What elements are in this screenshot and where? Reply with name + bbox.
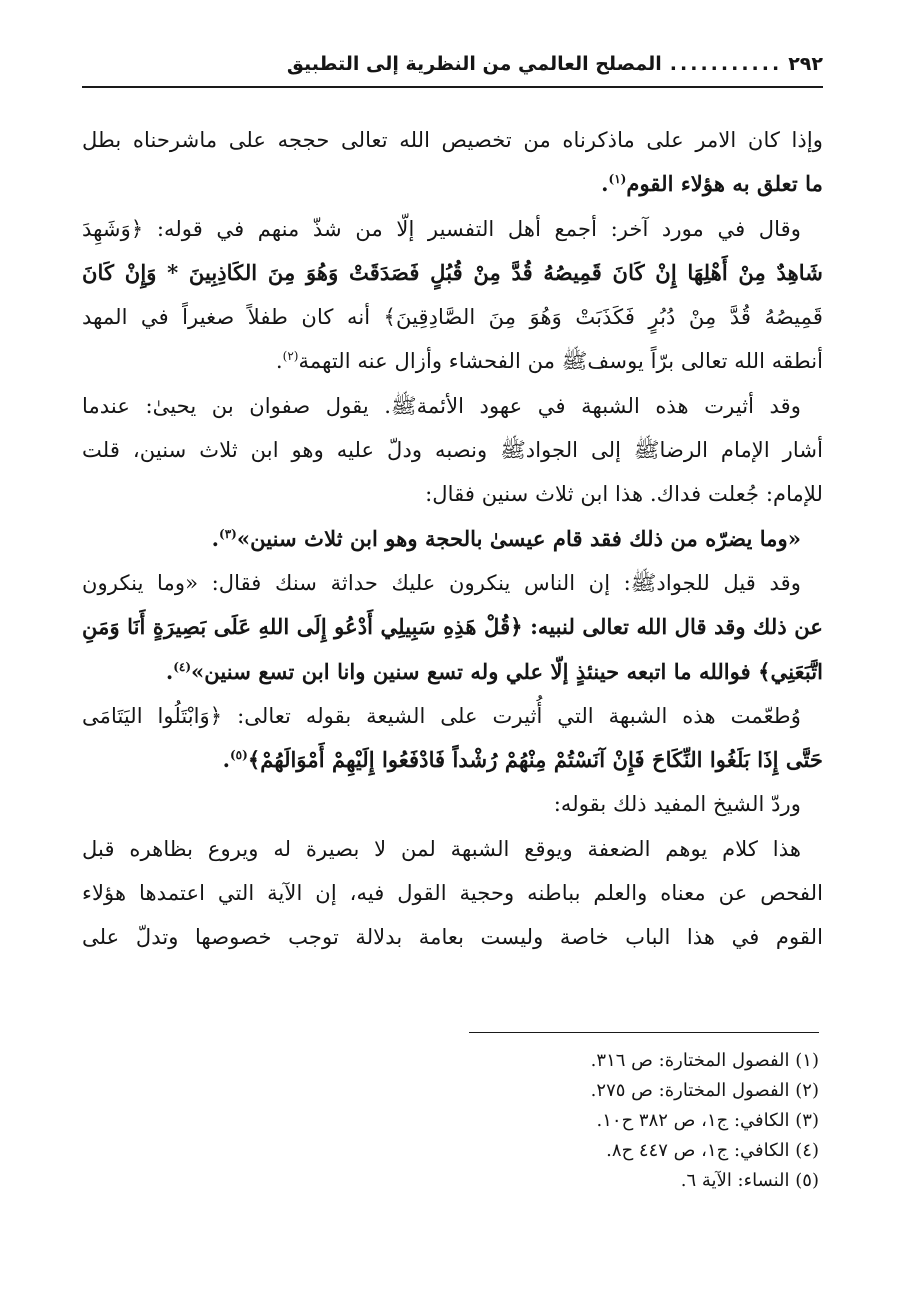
footnote: (٣) الكافي: ج١، ص ٣٨٢ ح١٠. <box>596 1110 819 1131</box>
text-line: الفحص عن معناه والعلم بباطنه وحجية القول فيه، إن الآية التي اعتمدها هؤلاء <box>82 880 823 906</box>
hadith-line: اتَّبَعَنِي﴾ فوالله ما اتبعه حينئذٍ إلّا علي وله تسع سنين وانا ابن تسع سنين»$^{(٤)}$. <box>165 658 823 684</box>
text-line: وردّ الشيخ المفيد ذلك بقوله: <box>553 791 801 817</box>
footnote-ref: (٢) <box>282 349 299 364</box>
text-line: القوم في هذا الباب خاصة وليست بعامة بدلالة توجب خصوصها وتدلّ على <box>82 924 823 950</box>
footnote-separator <box>469 1032 819 1033</box>
hadith-line: «وما يضرّه من ذلك فقد قام عيسىٰ بالحجة وهو ابن ثلاث سنين»$^{(٣)}$. <box>211 525 801 551</box>
footnote-ref: (١) <box>608 172 627 187</box>
running-title: المصلح العالمي من النظرية إلى التطبيق <box>286 53 662 75</box>
page-header <box>82 46 823 88</box>
text-line: وإذا كان الامر على ماذكرناه من تخصيص الله تعالى حججه على ماشرحناه بطل <box>82 127 823 152</box>
text-line: أنطقه الله تعالى برّاً يوسفﷺ من الفحشاء وأزال عنه التهمة$^{(٢)}$. <box>275 348 823 374</box>
quran-line: شَاهِدٌ مِنْ أَهْلِهَا إِنْ كَانَ قَمِيصُهُ قُدَّ مِنْ قُبُلٍ فَصَدَقَتْ وَهُوَ مِنَ الكَاذِبِينَ * وَإِنْ كَانَ <box>82 259 823 285</box>
text-line: وقال في مورد آخر: أجمع أهل التفسير إلّا من شذّ منهم في قوله: ﴿وَشَهِدَ <box>82 215 801 241</box>
text-line: وقد أثيرت هذه الشبهة في عهود الأئمةﷺ. يقول صفوان بن يحيىٰ: عندما <box>82 392 801 418</box>
text-line: وُطعّمت هذه الشبهة التي أُثيرت على الشيعة بقوله تعالى: ﴿وَابْتَلُوا اليَتَامَى <box>82 702 801 728</box>
hadith-line: عن ذلك وقد قال الله تعالى لنبيه: ﴿قُلْ هَذِهِ سَبِيلِي أَدْعُو إِلَى اللهِ عَلَى بَصِيرَةٍ أَنَا وَمَنِ <box>82 614 823 640</box>
footnote: (٤) الكافي: ج١، ص ٤٤٧ ح٨. <box>606 1140 819 1161</box>
body-text <box>82 118 823 1018</box>
quran-line: حَتَّى إِذَا بَلَغُوا النِّكَاحَ فَإِنْ آنَسْتُمْ مِنْهُمْ رُشْداً فَادْفَعُوا إِلَيْهِمْ أَمْوَالَهُمْ﴾$^{(٥)}$. <box>222 747 823 773</box>
text-line: ما تعلق به هؤلاء القوم$^{(١)}$. <box>601 171 823 197</box>
footnote-ref: (٥) <box>229 748 248 763</box>
footnotes <box>300 1046 819 1196</box>
text-line: هذا كلام يوهم الضعفة ويوقع الشبهة لمن لا بصيرة له ويروع بظاهره قبل <box>82 835 801 861</box>
footnote-ref: (٤) <box>173 659 192 674</box>
footnote: (١) الفصول المختارة: ص ٣١٦. <box>590 1050 819 1071</box>
page-number: ٢٩٢ <box>788 53 823 75</box>
header-dots: ........... <box>669 53 783 75</box>
footnote: (٥) النساء: الآية ٦. <box>680 1170 819 1191</box>
text-line: وقد قيل للجوادﷺ: إن الناس ينكرون عليك حداثة سنك فقال: «وما ينكرون <box>82 569 801 595</box>
text-line: للإمام: جُعلت فداك. هذا ابن ثلاث سنين فقال: <box>425 481 823 507</box>
footnote-ref: (٣) <box>219 526 237 541</box>
footnote: (٢) الفصول المختارة: ص ٢٧٥. <box>590 1080 819 1101</box>
text-line: قَمِيصُهُ قُدَّ مِنْ دُبُرٍ فَكَذَبَتْ وَهُوَ مِنَ الصَّادِقِينَ﴾ أنه كان طفلاً صغيراً في المهد <box>82 304 823 330</box>
text-line: أشار الإمام الرضاﷺ إلى الجوادﷺ ونصبه ودلّ عليه وهو ابن ثلاث سنين، قلت <box>82 437 823 463</box>
